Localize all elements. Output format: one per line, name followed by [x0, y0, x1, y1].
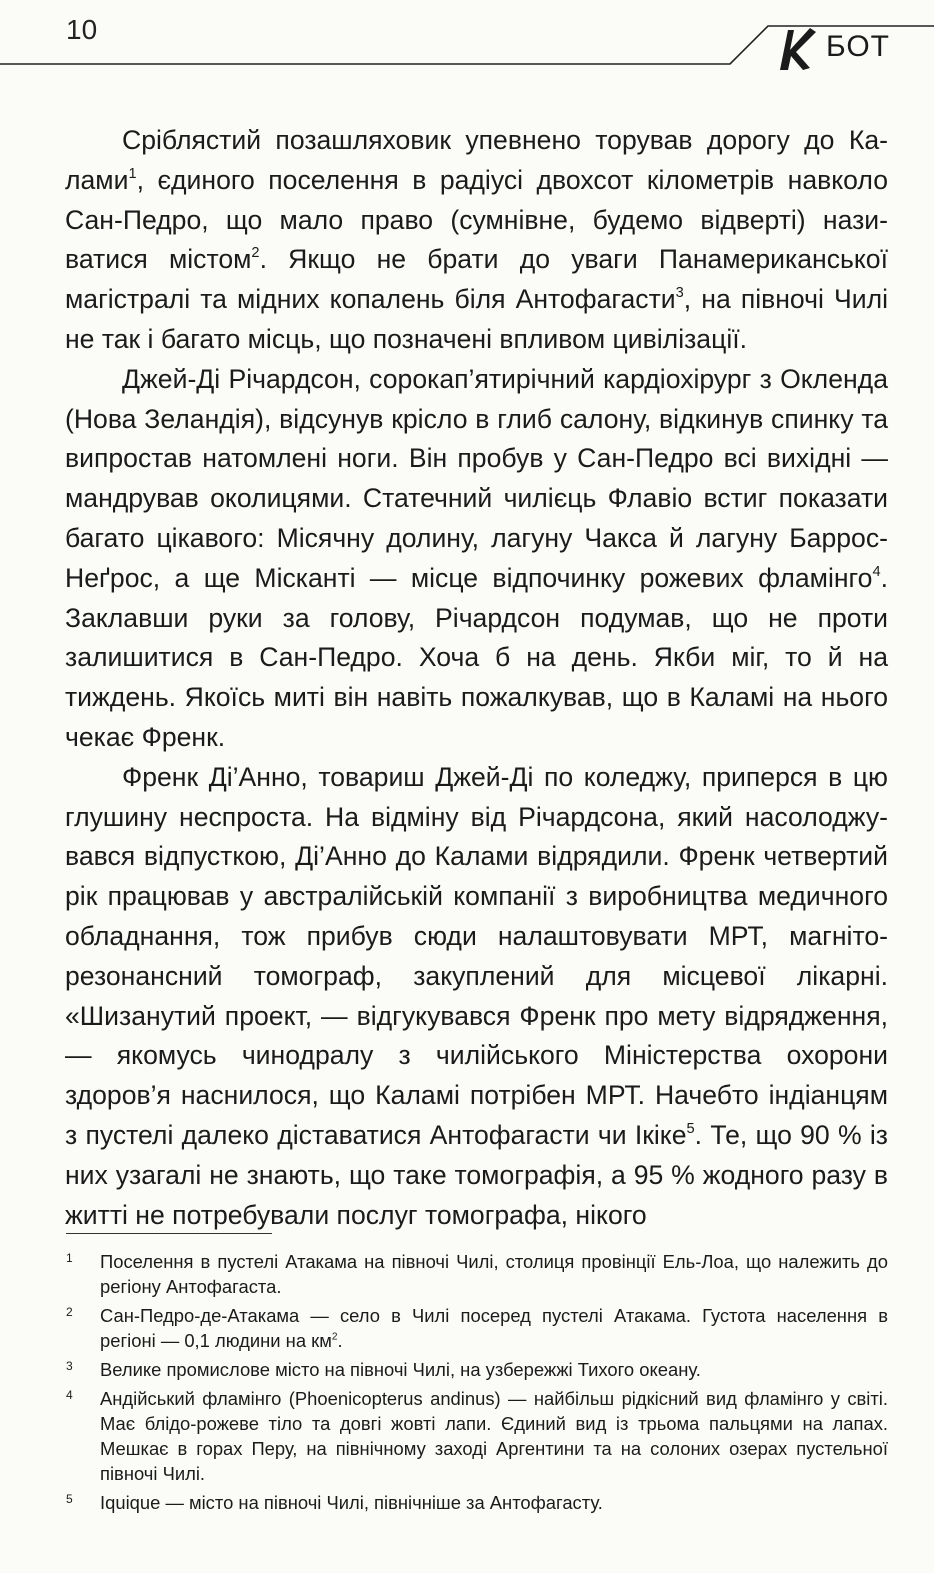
- text-segment: , на півночі Чилі не так і багато місць, що позначені впливом цивілізації.: [65, 284, 888, 354]
- footnote-ref: 4: [872, 563, 881, 580]
- footnote-text: Велике промислове місто на півночі Чилі, на узбережжі Тихого океану.: [100, 1359, 701, 1380]
- page-number: 10: [66, 14, 98, 45]
- book-series-label: БОТ: [826, 30, 891, 63]
- footnote: [66, 1386, 888, 1486]
- publisher-logo-icon: [776, 24, 818, 72]
- footnote-number: 1: [66, 1251, 73, 1265]
- footnote-number: 3: [66, 1359, 73, 1373]
- text-segment: Джей-Ді Річардсон, сорокап’ятирічний кардіохірург з Окленда (Нова Зеландія), відсунув крісло в глиб салону, відкинув спинку та випростав натомлені ноги. Він пробув у Сан-Педро всі вихідні — мандрував околицями. Статечний чилієць Флавіо встиг показати багато цікавого: Місячну долину, лагуну Чакса й лагуну Баррос-Неґрос, а ще Місканті — місце відпочинку рожевих фламінго: [65, 363, 888, 593]
- paragraph: [65, 758, 888, 1236]
- footnote-number: 2: [66, 1305, 73, 1319]
- footnote: [66, 1490, 888, 1515]
- footnote-ref: 5: [686, 1120, 695, 1137]
- footnote-number: 4: [66, 1388, 73, 1402]
- main-text: [65, 121, 888, 1235]
- footnote-number: 5: [66, 1492, 73, 1506]
- footnotes: [66, 1249, 888, 1519]
- footnote-text: Iquique — місто на півночі Чилі, північніше за Антофагасту.: [100, 1492, 603, 1513]
- footnote: [66, 1249, 888, 1299]
- superscript: 2: [331, 1331, 338, 1343]
- footnote-text: Сан-Педро-де-Атакама — село в Чилі посеред пустелі Атакама. Густота населення в регіоні — 0,1 людини на км: [100, 1305, 888, 1351]
- footnote-rule: [66, 1233, 272, 1234]
- text-segment: . Якщо не брати до уваги Панамериканської магістралі та мідних копалень біля Антофагасти: [65, 244, 888, 315]
- footnote-text: Поселення в пустелі Атакама на півночі Чилі, столиця провінції Ель-Лоа, що належить до регіону Антофагаста.: [100, 1251, 888, 1297]
- footnote-text: Андійський фламінго (Phoenicopterus andinus) — найбільш рідкісний вид фламінго у світі. Має блідо-рожеве тіло та довгі жовті лапи. Єдиний вид із трьома пальцями на лапах. Мешкає в горах Перу, на північному заході Аргентини та на солоних озерах пустельної півночі Чилі.: [100, 1388, 888, 1484]
- text-segment: . Те, що 90 % із них узагалі не знають, що таке томографія, а 95 % жодного разу в житті не потребували послуг томографа, нікого: [65, 1119, 888, 1230]
- footnote: [66, 1303, 888, 1353]
- footnote-ref: 1: [128, 165, 137, 182]
- footnote-text: .: [337, 1330, 343, 1351]
- text-segment: Френк Ді’Анно, товариш Джей-Ді по коледжу, приперся в цю глушину неспроста. На відміну від Річардсона, який насолоджувався відпусткою, Ді’Анно до Калами відрядили. Френк четвертий рік працював у австралійській компанії з виробництва медичного обладнання, тож прибув сюди налаштовувати МРТ, магніто-резонансний томограф, закуплений для місцевої лікарні. «Шизанутий проект, — відгукувався Френк про мету відрядження, — якомусь чинодралу з чилійського Міністерства охорони здоров’я наснилося, що Каламі потрібен МРТ. Начебто індіанцям з пустелі далеко діставатися Антофагасти чи Ікіке: [65, 761, 888, 1150]
- text-segment: . Заклавши руки за голову, Річардсон подумав, що не проти залишитися в Сан-Педро. Хоча б на день. Якби міг, то й на тиждень. Якоїсь миті він навіть пожалкував, що в Каламі на нього чекає Френк.: [65, 562, 888, 752]
- paragraph: [65, 360, 888, 758]
- text-segment: Сріблястий позашляховик упевнено торував дорогу до Калами: [65, 125, 888, 195]
- text-segment: , єдиного поселення в радіусі двохсот кілометрів навколо Сан-Педро, що мало право (сумнівне, будемо відверті) називатися містом: [65, 164, 888, 275]
- paragraph: [65, 121, 888, 360]
- footnote-ref: 2: [251, 245, 260, 262]
- footnote-ref: 3: [675, 285, 684, 302]
- footnote: [66, 1357, 888, 1382]
